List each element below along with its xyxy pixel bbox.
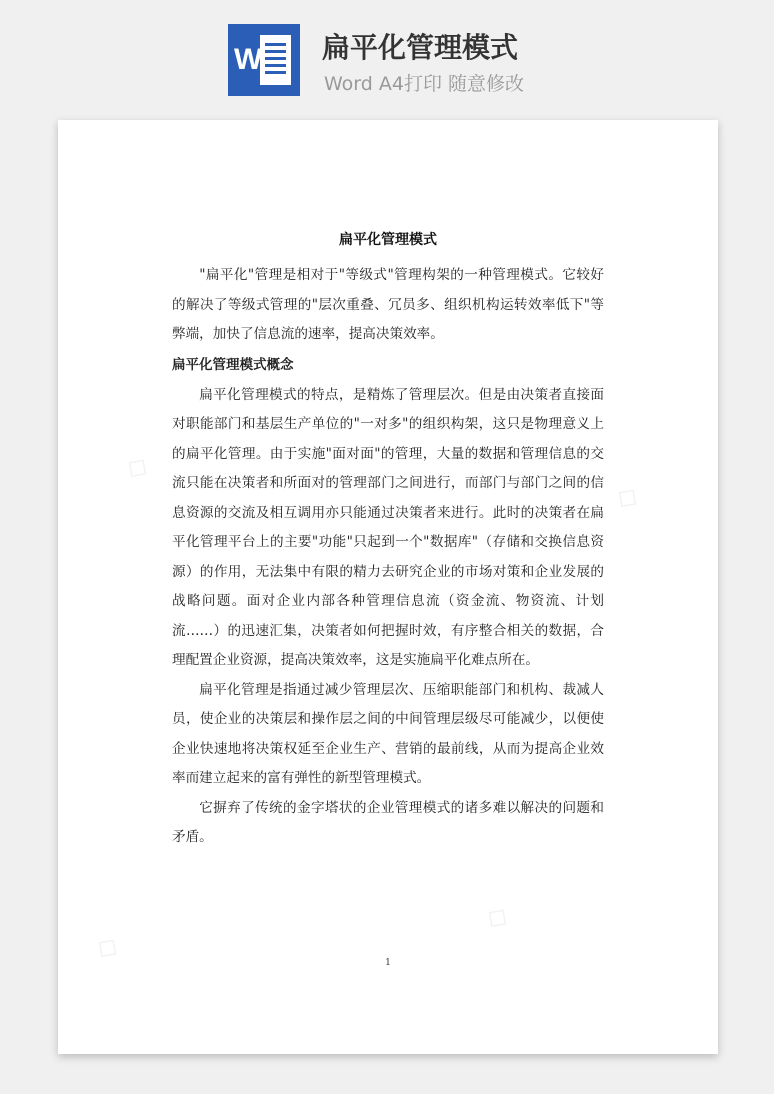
watermark-decoration: ◇ — [120, 446, 158, 487]
watermark-decoration: ◇ — [480, 896, 518, 937]
document-body — [172, 261, 604, 853]
page-subtitle: Word A4打印 随意修改 — [324, 73, 525, 95]
watermark-decoration: ◇ — [90, 926, 128, 967]
logo-line — [265, 64, 286, 67]
watermark-decoration: ◇ — [610, 476, 648, 517]
word-letter: W — [234, 43, 263, 76]
logo-line — [265, 57, 286, 60]
page-title: 扁平化管理模式 — [322, 31, 519, 64]
paragraph-3: 它摒弃了传统的金字塔状的企业管理模式的诸多难以解决的问题和矛盾。 — [172, 799, 604, 845]
word-logo-icon — [228, 24, 300, 96]
document-page — [58, 120, 718, 1054]
logo-line — [265, 43, 286, 46]
page-number: 1 — [385, 958, 391, 968]
intro-paragraph: "扁平化"管理是相对于"等级式"管理构架的一种管理模式。它较好的解决了等级式管理的"层次重叠、冗员多、组织机构运转效率低下"等弊端，加快了信息流的速率，提高决策效率。 — [172, 267, 604, 342]
paragraph-2: 扁平化管理是指通过减少管理层次、压缩职能部门和机构、裁减人员，使企业的决策层和操作层之间的中间管理层级尽可能减少，以便使企业快速地将决策权延至企业生产、营销的最前线，从而为提高企业效率而建立起来的富有弹性的新型管理模式。 — [172, 681, 604, 786]
document-header — [0, 0, 774, 118]
section-heading: 扁平化管理模式概念 — [172, 356, 294, 373]
document-page-icon — [260, 35, 291, 85]
document-title: 扁平化管理模式 — [339, 232, 437, 248]
logo-line — [265, 50, 286, 53]
logo-line — [265, 71, 286, 74]
paragraph-1: 扁平化管理模式的特点，是精炼了管理层次。但是由决策者直接面对职能部门和基层生产单位的"一对多"的组织构架，这只是物理意义上的扁平化管理。由于实施"面对面"的管理，大量的数据和管理信息的交流只能在决策者和所面对的管理部门之间进行，而部门与部门之间的信息资源的交流及相互调用亦只能通过决策者来进行。此时的决策者在扁平化管理平台上的主要"功能"只起到一个"数据库"（存储和交换信息资源）的作用，无法集中有限的精力去研究企业的市场对策和企业发展的战略问题。面对企业内部各种管理信息流（资金流、物资流、计划流……）的迅速汇集，决策者如何把握时效，有序整合相关的数据，合理配置企业资源，提高决策效率，这是实施扁平化难点所在。 — [172, 386, 604, 668]
